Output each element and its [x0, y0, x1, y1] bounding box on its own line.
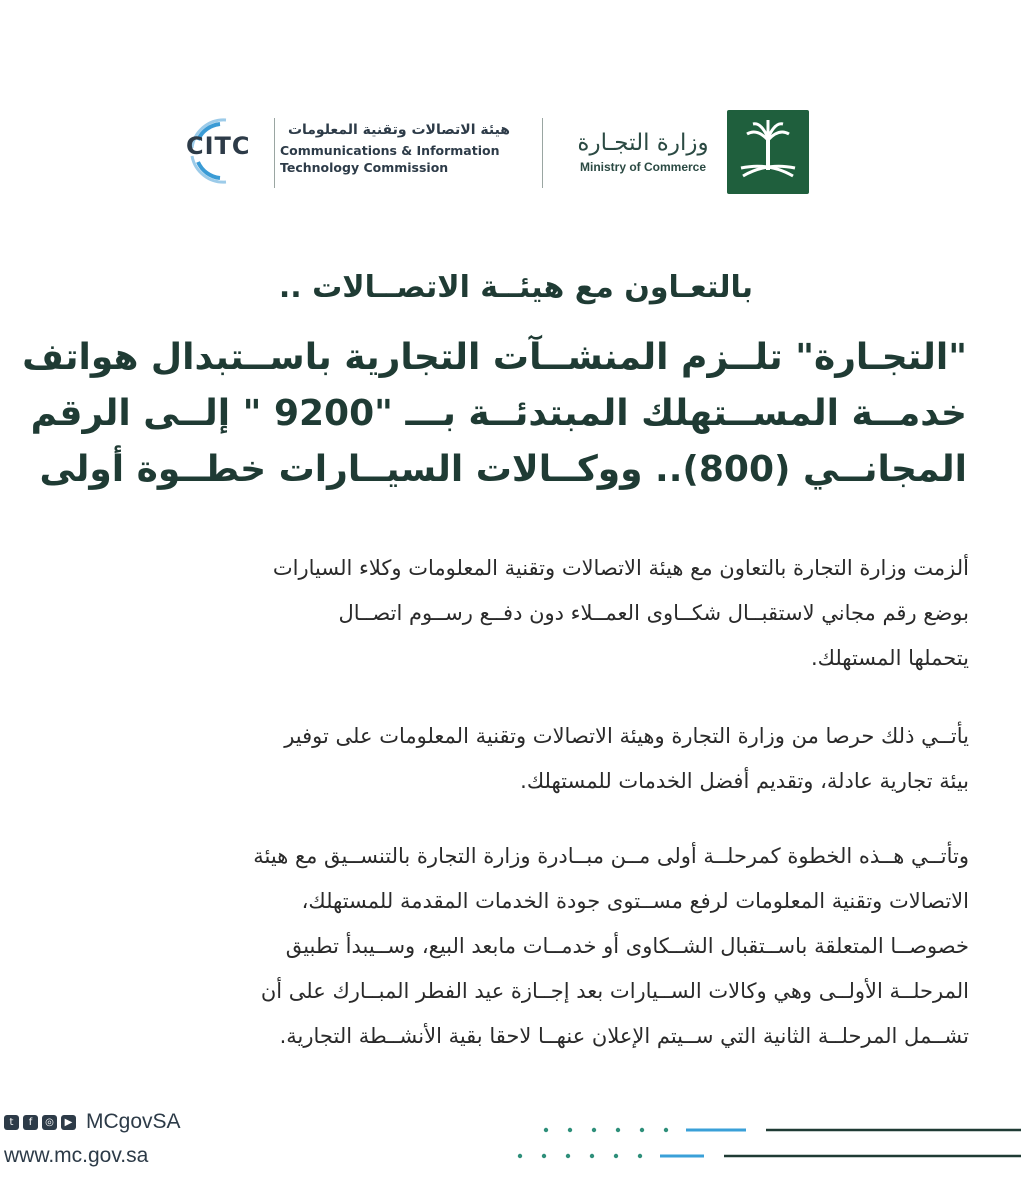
- paragraph-line: المرحلــة الأولــى وهي وكالات الســيارات بعد إجــازة عيد الفطر المبــارك على أن: [260, 979, 969, 1003]
- dot-row: [544, 1128, 668, 1132]
- logo-divider: [274, 118, 275, 188]
- paragraph-line: خصوصــا المتعلقة باســتقبال الشــكاوى أو خدمــات مابعد البيع، وســيبدأ تطبيق: [285, 934, 969, 958]
- social-row: [4, 1108, 181, 1136]
- citc-name-en-line2: Technology Commission: [280, 160, 449, 175]
- facebook-icon[interactable]: f: [23, 1115, 38, 1130]
- dot-row: [518, 1154, 642, 1158]
- paragraph-1: [49, 546, 969, 681]
- youtube-icon[interactable]: ▶: [61, 1115, 76, 1130]
- moc-names: [568, 130, 718, 174]
- paragraph-line: وتأتــي هــذه الخطوة كمرحلــة أولى مــن مبــادرة وزارة التجارة بالتنســيق مع هيئة: [253, 844, 969, 868]
- citc-name-en-line1: Communications & Information: [280, 143, 500, 158]
- moc-emblem-logo: [727, 110, 809, 194]
- palm-swords-icon: [727, 110, 809, 194]
- logo-divider: [542, 118, 543, 188]
- twitter-icon[interactable]: t: [4, 1115, 19, 1130]
- paragraph-line: بيئة تجارية عادلة، وتقديم أفضل الخدمات للمستهلك.: [520, 769, 969, 793]
- paragraph-3: [49, 834, 969, 1059]
- moc-name-en: Ministry of Commerce: [579, 160, 707, 174]
- headline-line: المجانــي (800).. ووكــالات السيــارات خطــوة أولى: [39, 449, 967, 490]
- paragraph-line: تشــمل المرحلــة الثانية التي ســيتم الإعلان عنهــا لاحقا بقية الأنشــطة التجارية.: [279, 1024, 969, 1048]
- article-headline: [22, 330, 967, 498]
- moc-name-ar: وزارة التجـارة: [577, 130, 709, 156]
- header-logos: [180, 104, 820, 200]
- citc-name-ar: هيئة الاتصالات وتقنية المعلومات: [287, 122, 510, 138]
- paragraph-2: [49, 714, 969, 804]
- paragraph-line: يأتــي ذلك حرصا من وزارة التجارة وهيئة الاتصالات وتقنية المعلومات على توفير: [284, 724, 969, 748]
- footer-contact: [4, 1108, 181, 1168]
- website-link[interactable]: www.mc.gov.sa: [4, 1144, 149, 1167]
- paragraph-line: ألزمت وزارة التجارة بالتعاون مع هيئة الاتصالات وتقنية المعلومات وكلاء السيارات: [272, 556, 969, 580]
- social-handle[interactable]: MCgovSA: [86, 1110, 181, 1133]
- headline-line: خدمــة المســتهلك المبتدئــة بـــ "9200 " إلــى الرقم: [30, 393, 967, 434]
- citc-names: [280, 122, 510, 176]
- paragraph-line: بوضع رقم مجاني لاستقبــال شكــاوى العمــلاء دون دفــع رســوم اتصــال: [338, 601, 969, 625]
- headline-line: "التجـارة" تلــزم المنشــآت التجارية باســتبدال هواتف: [22, 337, 967, 378]
- paragraph-line: الاتصالات وتقنية المعلومات لرفع مســتوى جودة الخدمات المقدمة للمستهلك،: [301, 889, 969, 913]
- footer-decoration: [490, 1112, 1021, 1172]
- paragraph-line: يتحملها المستهلك.: [810, 646, 969, 670]
- citc-logo-text: CITC: [186, 132, 251, 160]
- instagram-icon[interactable]: ◎: [42, 1115, 57, 1130]
- article-kicker: بالتعـاون مع هيئــة الاتصــالات ..: [278, 270, 753, 305]
